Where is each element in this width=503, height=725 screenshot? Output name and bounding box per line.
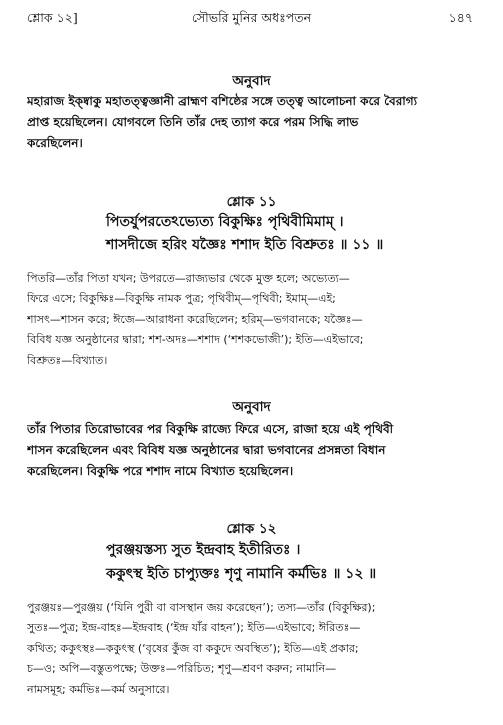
translation-heading-1: অনুবাদ [232,73,271,89]
translation-1-line-3: করেছিলেন। [27,136,83,150]
translation-1-line-1: মহারাজ ইক্ষ্বাকু মহাতত্ত্বজ্ঞানী ব্রাহ্মণ বশিষ্ঠের সঙ্গে তত্ত্ব আলোচনা করে বৈরাগ্য [27,94,418,108]
verse-12-line-1: পুরঞ্জয়স্তস্য সুত ইন্দ্রবাহ ইতীরিতঃ । [106,542,301,558]
translation-2-line-3: করেছিলেন। বিকুক্ষি পরে শশাদ নামে বিখ্যাত হয়েছিলেন। [27,464,294,478]
synonyms-11-line-5: বিশ্রুতঃ—বিখ্যাত। [27,354,108,367]
verse-12-line-2: ককুৎস্থ ইতি চাপ্যুক্তঃ শৃণু নামানি কর্মভিঃ ॥ ১২ ॥ [106,566,377,582]
synonyms-11-line-1: পিতরি—তাঁর পিতা যখন; উপরতে—রাজ্যভার থেকে মুক্ত হলে; অভ্যেত্য— [27,272,350,285]
verse-12-heading: শ্লোক ১২ [226,521,277,537]
translation-2-line-1: তাঁর পিতার তিরোভাবের পর বিকুক্ষি রাজ্যে ফিরে এসে, রাজা হয়ে এই পৃথিবী [27,422,394,436]
translation-1-line-2: প্রাপ্ত হয়েছিলেন। যোগবলে তিনি তাঁর দেহ ত্যাগ করে পরম সিদ্ধি লাভ [27,115,359,129]
verse-11-line-2: শাসদীজে হরিং যজ্ঞৈঃ শশাদ ইতি বিশ্রুতঃ ॥ ১১ ॥ [106,237,384,253]
synonyms-11-line-2: ফিরে এসে; বিকুক্ষিঃ—বিকুক্ষি নামক পুত্র; পৃথিবীম্—পৃথিবী; ইমাম্—এই; [27,292,336,305]
page-number: ১৪৭ [448,10,473,25]
translation-2-line-2: শাসন করেছিলেন এবং বিবিধ যজ্ঞ অনুষ্ঠানের দ্বারা ভগবানের প্রসন্নতা বিধান [27,443,386,457]
verse-11-heading: শ্লোক ১১ [226,194,277,210]
synonyms-11-line-4: বিবিধ যজ্ঞ অনুষ্ঠানের দ্বারা; শশ-অদঃ—শশাদ (‘শশকভোজী’); ইতি—এইভাবে; [27,333,364,346]
synonyms-12-line-3: কথিত; ককুৎস্থঃ—ককুৎস্থ (‘বৃষের কুঁজ বা ককুদে অবস্থিত’); ইতি—এই প্রকার; [27,642,359,655]
translation-heading-2: অনুবাদ [232,399,271,415]
synonyms-12-line-4: চ—ও; অপি—বস্তুতপক্ষে; উক্তঃ—পরিচিত; শৃণু—শ্রবণ করুন; নামানি— [27,662,337,675]
synonyms-11-line-3: শাসৎ—শাসন করে; ঈজে—আরাধনা করেছিলেন; হরিম্—ভগবানকে; যজ্ঞৈঃ— [27,313,363,326]
synonyms-12-line-1: পুরঞ্জয়ঃ—পুরঞ্জয় (‘যিনি পুরী বা বাসস্থান জয় করেছেন’); তস্য—তাঁর (বিকুক্ষির); [27,601,376,614]
verse-11-line-1: পিতর্যুপরতেঽভ্যেত্য বিকুক্ষিঃ পৃথিবীমিমাম্ । [106,214,344,230]
running-header-title: সৌভরি মুনির অধঃপতন [191,10,312,25]
synonyms-12-line-5: নামসমূহ; কর্মভিঃ—কর্ম অনুসারে। [27,683,170,696]
synonyms-12-line-2: সুতঃ—পুত্র; ইন্দ্র-বাহঃ—ইন্দ্রবাহ (‘ইন্দ্র যাঁর বাহন’); ইতি—এইভাবে; ঈরিতঃ— [27,621,361,634]
running-header-verse-ref: শ্লোক ১২] [27,10,78,25]
